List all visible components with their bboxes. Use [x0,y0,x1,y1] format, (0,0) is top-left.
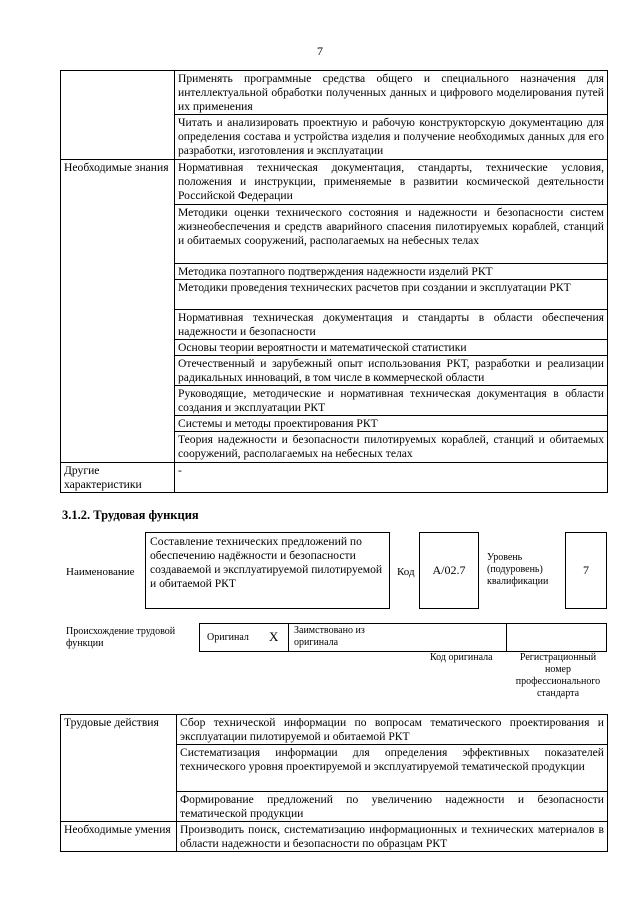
origin-divider [288,623,289,652]
name-label: Наименование [66,566,135,578]
table-cell: Методики проведения технических расчетов при создании и эксплуатации РКТ [175,280,608,310]
table-cell: Формирование предложений по увеличению надежности и безопасности тематической продукции [177,792,608,822]
origin-label: Происхождение трудовой функции [66,626,176,649]
page-number: 7 [317,44,323,58]
table-cell: - [175,463,608,493]
table-cell: Руководящие, методические и нормативная техническая документация в области создания и эксплуатации РКТ [175,386,608,416]
table-row-label [61,71,175,160]
actions-table [60,714,608,852]
table-cell: Основы теории вероятности и математической статистики [175,340,608,356]
table-cell: Читать и анализировать проектную и рабочую конструкторскую документацию для определения состава и устройства изделия и получение необходимых данных для его разработки, изготовления и эксплуатации [175,115,608,160]
level-label: Уровень (подуровень) квалификации [487,552,549,587]
reg-caption: Регистрационный номер профессионального стандарта [515,652,601,699]
code-box: А/02.7 [419,532,479,609]
table-cell: Систематизация информации для определения эффективных показателей технического уровня проектируемой и эксплуатируемой тематической продукции [177,745,608,792]
table-row-label: Необходимые знания [61,160,175,463]
table-cell: Нормативная техническая документация и стандарты в области обеспечения надежности и безопасности [175,310,608,340]
original-mark: X [269,629,279,644]
level-box: 7 [565,532,607,609]
original-label: Оригинал [207,632,249,643]
table-row-label: Другие характеристики [61,463,175,493]
table-cell: Методика поэтапного подтверждения надежности изделий РКТ [175,264,608,280]
table-cell: Производить поиск, систематизацию информационных и технических материалов в области надежности и безопасности по образцам РКТ [177,822,608,852]
section-title: 3.1.2. Трудовая функция [62,508,199,522]
origin-divider [506,623,507,652]
table-cell: Сбор технической информации по вопросам тематического проектирования и эксплуатации пилотируемой и обитаемой РКТ [177,715,608,745]
table-cell: Отечественный и зарубежный опыт использования РКТ, разработки и реализации радикальных инноваций, в том числе в коммерческой области [175,356,608,386]
knowledge-table [60,70,608,493]
borrowed-label: Заимствовано из оригинала [294,625,365,648]
origin-box [199,623,607,652]
table-cell: Методики оценки технического состояния и надежности и безопасности систем жизнеобеспечения и средств аварийного спасения пилотируемых кораблей, станций и обитаемых сооружений, располагаемых на небесных телах [175,205,608,264]
table-row-label: Необходимые умения [61,822,177,852]
code-caption: Код оригинала [430,652,493,663]
code-label: Код [397,566,415,578]
function-name-box: Составление технических предложений по обеспечению надёжности и безопасности создаваемой и эксплуатируемой пилотируемой и обитаемой РКТ [145,532,390,609]
table-cell: Нормативная техническая документация, стандарты, технические условия, положения и инструкции, применяемые в развитии космической деятельности Российской Федерации [175,160,608,205]
table-cell: Применять программные средства общего и специального назначения для интеллектуальной обработки полученных данных и цифрового моделирования путей их применения [175,71,608,115]
table-cell: Теория надежности и безопасности пилотируемых кораблей, станций и обитаемых сооружений, располагаемых на небесных телах [175,432,608,463]
table-row-label: Трудовые действия [61,715,177,822]
table-cell: Системы и методы проектирования РКТ [175,416,608,432]
